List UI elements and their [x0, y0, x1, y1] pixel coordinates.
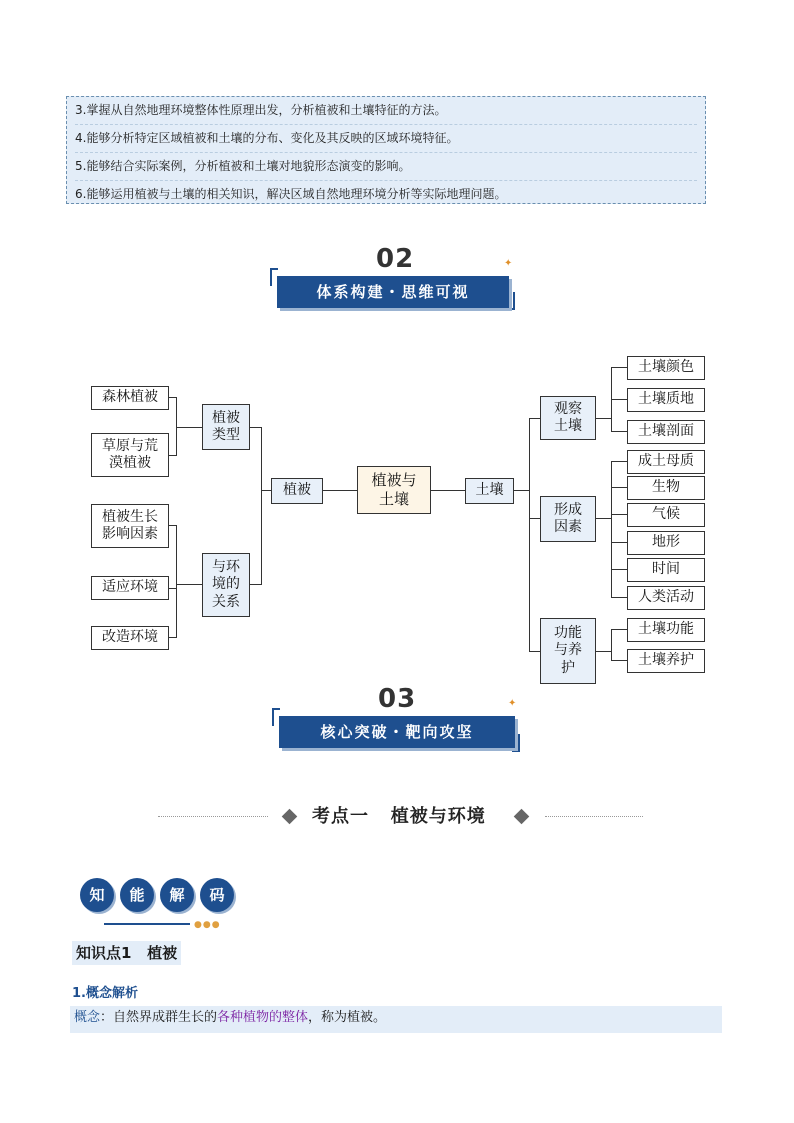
connector-line: [611, 660, 627, 661]
connector-line: [168, 455, 176, 456]
node-time: 时间: [627, 558, 705, 582]
objective-line: 4.能够分析特定区域植被和土壤的分布、变化及其反映的区域环境特征。: [75, 125, 697, 153]
section-02-title: 体系构建・思维可视: [277, 276, 509, 308]
connector-line: [176, 427, 202, 428]
connector-line: [611, 629, 612, 661]
connector-line: [168, 525, 176, 526]
connector-line: [430, 490, 465, 491]
node-biology: 生物: [627, 476, 705, 500]
connector-line: [168, 637, 176, 638]
connector-line: [611, 461, 612, 597]
connector-line: [249, 584, 261, 585]
connector-line: [611, 542, 627, 543]
node-center: 植被与 土壤: [357, 466, 431, 514]
concept-text: ：自然界成群生长的: [100, 1010, 218, 1025]
node-formation-factors: 形成 因素: [540, 496, 596, 542]
diamond-icon: [514, 809, 530, 825]
connector-line: [611, 461, 627, 462]
node-grassland-desert-vegetation: 草原与荒 漠植被: [91, 433, 169, 477]
node-vegetation: 植被: [271, 478, 323, 504]
connector-line: [611, 597, 627, 598]
node-soil-texture: 土壤质地: [627, 388, 705, 412]
connector-line: [595, 418, 611, 419]
connector-line: [595, 518, 611, 519]
node-human-activity: 人类活动: [627, 586, 705, 610]
node-soil: 土壤: [465, 478, 514, 504]
connector-line: [529, 418, 530, 652]
sparkle-icon: ✦: [504, 258, 513, 269]
connector-line: [611, 569, 627, 570]
connector-line: [611, 431, 627, 432]
node-soil-profile: 土壤剖面: [627, 420, 705, 444]
divider: [158, 816, 268, 817]
badge-circle: 解: [160, 878, 194, 912]
connector-line: [176, 584, 202, 585]
connector-line: [168, 397, 176, 398]
connector-line: [168, 588, 176, 589]
topic-heading: [0, 802, 794, 828]
connector-line: [322, 490, 357, 491]
knowledge-point-title: 知识点1 植被: [72, 941, 181, 965]
concept-subheading: 1.概念解析: [72, 986, 138, 1001]
node-soil-function: 土壤功能: [627, 618, 705, 642]
badge-underline: [104, 923, 190, 925]
badge-circle: 码: [200, 878, 234, 912]
objective-line: 3.掌握从自然地理环境整体性原理出发，分析植被和土壤特征的方法。: [75, 97, 697, 125]
node-forest-vegetation: 森林植被: [91, 386, 169, 410]
objectives-box: [66, 96, 706, 204]
node-climate: 气候: [627, 503, 705, 527]
connector-line: [261, 427, 262, 585]
node-function-care: 功能 与养 护: [540, 618, 596, 684]
concept-highlight: 各种植物的整体: [217, 1010, 309, 1025]
divider: [545, 816, 643, 817]
badge-circle: 能: [120, 878, 154, 912]
node-terrain: 地形: [627, 531, 705, 555]
node-soil-color: 土壤颜色: [627, 356, 705, 380]
connector-line: [261, 490, 271, 491]
connector-line: [611, 399, 627, 400]
objective-line: 5.能够结合实际案例，分析植被和土壤对地貌形态演变的影响。: [75, 153, 697, 181]
section-02-number: 02: [376, 244, 415, 274]
concept-box: [70, 1006, 722, 1033]
sparkle-icon: ✦: [508, 698, 517, 709]
connector-line: [529, 518, 540, 519]
section-03-title: 核心突破・靶向攻坚: [279, 716, 515, 748]
node-parent-material: 成土母质: [627, 450, 705, 474]
dots-icon: ●●●: [194, 920, 221, 930]
diamond-icon: [282, 809, 298, 825]
section-03-number: 03: [378, 684, 417, 714]
connector-line: [611, 487, 627, 488]
connector-line: [529, 651, 540, 652]
node-transform-environment: 改造环境: [91, 626, 169, 650]
concept-label: 概念: [74, 1010, 101, 1025]
node-growth-factors: 植被生长 影响因素: [91, 504, 169, 548]
connector-line: [249, 427, 261, 428]
connector-line: [611, 367, 627, 368]
connector-line: [611, 514, 627, 515]
connector-line: [529, 418, 540, 419]
connector-line: [595, 651, 611, 652]
objective-line: 6.能够运用植被与土壤的相关知识，解决区域自然地理环境分析等实际地理问题。: [75, 187, 507, 201]
node-environment-relation: 与环 境的 关系: [202, 553, 250, 617]
concept-text-end: ，称为植被。: [308, 1010, 387, 1025]
connector-line: [513, 490, 529, 491]
topic-title: 考点一 植被与环境: [312, 806, 486, 827]
connector-line: [611, 629, 627, 630]
node-adapt-environment: 适应环境: [91, 576, 169, 600]
badge-circle: 知: [80, 878, 114, 912]
node-observe-soil: 观察 土壤: [540, 396, 596, 440]
node-vegetation-types: 植被 类型: [202, 404, 250, 450]
connector-line: [176, 525, 177, 638]
node-soil-care: 土壤养护: [627, 649, 705, 673]
